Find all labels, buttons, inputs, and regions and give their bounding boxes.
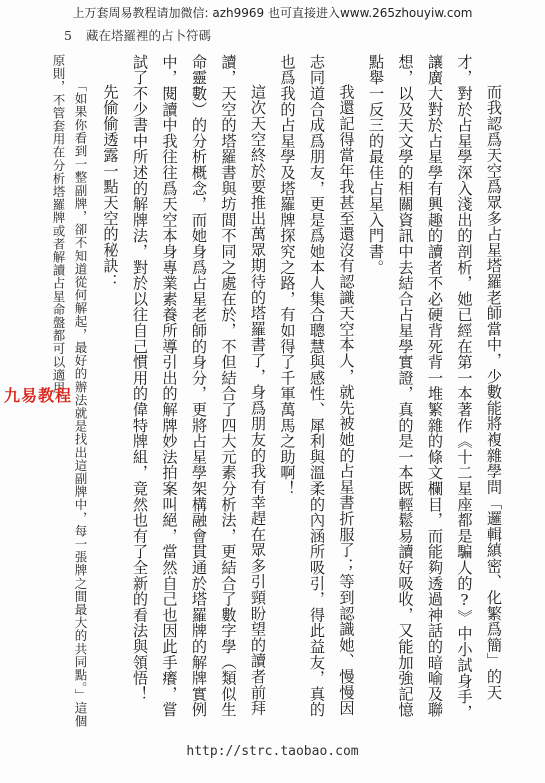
paragraph: 先偷偷透露一點天空的秘訣：: [101, 84, 120, 290]
running-head: [64, 26, 211, 44]
paragraph: 而我認爲天空爲眾多占星塔羅老師當中，少數能將複雜學問「邏輯縝密、化繁爲簡」的天才，對於占星學深入淺出的剖析，她已經在第一本著作《十二星座都是騙人的?》中小試身手，讓廣大對於占星學有興趣的讀者不必硬背死背一堆繁雜的條文欄目，而能夠透過神話的暗喻及聯想，以及天文學的相關資訊中去結合占星學實證，真的是一本既輕鬆易讀好吸收，又能加強記憶點舉一反三的最佳占星入門書。: [367, 54, 503, 721]
paragraph: 這次天空終於要推出萬眾期待的塔羅書了，身爲朋友的我有幸趕在眾多引頸盼望的讀者前拜讀，天空的塔羅書與坊間不同之處在於，不但結合了四大元素分析法，更結合了數字學（類似生命靈數）的分析概念，而她身爲占星老師的身分，更將占星學架構融會貫通於塔羅牌的解牌實例中，閱讀中我往往爲天空本身專業素養所導引出的解牌妙法拍案叫絕，當然自己也因此手癢，嘗試了不少書中所述的解牌法，對於以往自己慣用的偉特牌組，竟然也有了全新的看法與領悟！: [131, 54, 267, 718]
promo-header: 上万套周易教程请加微信: azh9969 也可直接进入www.265zhouyiw.com: [72, 6, 473, 20]
page-number: 5: [64, 28, 72, 43]
paragraph: 我還記得當年我甚至還沒有認識天空本人，就先被她的占星書折服了；等到認識她、慢慢因志同道合成爲朋友，更是爲她本人集合聰慧與感性、犀利與溫柔的內涵所吸引，得此益友，真的也爲我的占星學及塔羅牌探究之路，有如得了千軍萬馬之助啊！: [278, 54, 356, 718]
watermark-stamp: 九易教程: [4, 386, 73, 405]
book-title: 藏在塔羅裡的占卜符碼: [85, 28, 211, 43]
quote-block: 「如果你看到一整副牌，卻不知道從何解起，最好的辦法就是找出這副牌中，每一張牌之間最大的共同點。」這個原則，不管套用在分析塔羅牌或者解讀占星命盤都可以適用。: [51, 54, 88, 728]
vertical-body-text: [51, 54, 508, 729]
footer-url: http://strc.taobao.com: [186, 744, 359, 759]
